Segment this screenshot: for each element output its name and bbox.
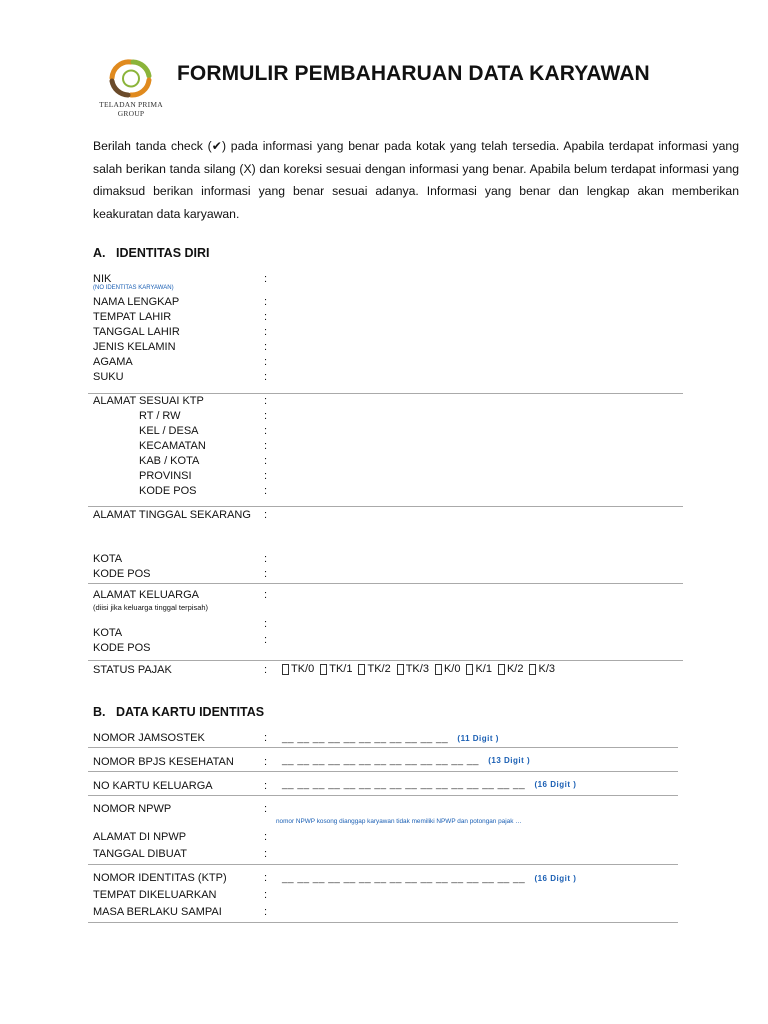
alamat-tinggal-label: ALAMAT TINGGAL SEKARANG xyxy=(93,509,251,521)
page-title: FORMULIR PEMBAHARUAN DATA KARYAWAN xyxy=(177,62,650,85)
kel-desa-label: KEL / DESA xyxy=(139,425,199,437)
kode-pos-label: KODE POS xyxy=(93,568,151,580)
kk-digits: (16 Digit ) xyxy=(534,780,577,789)
nik-field[interactable]: : xyxy=(264,273,268,285)
divider xyxy=(88,506,683,507)
bpjs-digits: (13 Digit ) xyxy=(488,756,531,765)
kk-colon: : xyxy=(264,780,268,792)
pajak-option-label: TK/3 xyxy=(405,663,429,675)
divider xyxy=(88,660,683,661)
agama-field[interactable]: : xyxy=(264,356,268,368)
tempat-lahir-label: TEMPAT LAHIR xyxy=(93,311,172,323)
section-b-title: DATA KARTU IDENTITAS xyxy=(116,705,265,719)
kode-pos-ktp-field[interactable]: : xyxy=(264,485,268,497)
checkbox-icon[interactable] xyxy=(397,664,404,675)
npwp-label: NOMOR NPWP xyxy=(93,803,172,815)
kota-label: KOTA xyxy=(93,553,123,565)
provinsi-label: PROVINSI xyxy=(139,470,192,482)
jenis-kelamin-label: JENIS KELAMIN xyxy=(93,341,176,353)
checkbox-icon[interactable] xyxy=(320,664,327,675)
kk-blanks: __ __ __ __ __ __ __ __ __ __ __ __ __ __ __ __ xyxy=(282,779,526,790)
nik-note: (NO IDENTITAS KARYAWAN) xyxy=(93,285,174,291)
kode-pos-keluarga-label: KODE POS xyxy=(93,642,151,654)
alamat-ktp-field[interactable]: : xyxy=(264,395,268,407)
ktp-digits: (16 Digit ) xyxy=(534,874,577,883)
alamat-keluarga-field-2[interactable]: : xyxy=(264,618,268,630)
alamat-tinggal-field[interactable]: : xyxy=(264,509,268,521)
alamat-ktp-label: ALAMAT SESUAI KTP xyxy=(93,395,204,407)
section-b-number: B. xyxy=(93,705,106,719)
alamat-npwp-field[interactable]: : xyxy=(264,831,268,843)
nik-label: NIK xyxy=(93,273,112,285)
jamsostek-input[interactable] xyxy=(282,733,499,744)
section-a-number: A. xyxy=(93,246,106,260)
npwp-note: nomor NPWP kosong dianggap karyawan tidak memiliki NPWP dan potongan pajak … xyxy=(276,818,522,825)
nama-lengkap-field[interactable]: : xyxy=(264,296,268,308)
checkbox-icon[interactable] xyxy=(358,664,365,675)
divider xyxy=(88,922,678,923)
company-name-line2: GROUP xyxy=(117,109,145,118)
agama-label: AGAMA xyxy=(93,356,133,368)
kode-pos-ktp-label: KODE POS xyxy=(139,485,197,497)
masa-berlaku-field[interactable]: : xyxy=(264,906,268,918)
divider xyxy=(88,747,678,748)
checkbox-icon[interactable] xyxy=(498,664,505,675)
divider xyxy=(88,771,678,772)
rt-rw-label: RT / RW xyxy=(139,410,181,422)
status-pajak-colon: : xyxy=(264,664,268,676)
checkbox-icon[interactable] xyxy=(435,664,442,675)
pajak-option-label: K/1 xyxy=(475,663,492,675)
tempat-lahir-field[interactable]: : xyxy=(264,311,268,323)
company-name-line1: TELADAN PRIMA xyxy=(99,100,163,109)
kel-desa-field[interactable]: : xyxy=(264,425,268,437)
tempat-dikeluarkan-field[interactable]: : xyxy=(264,889,268,901)
bpjs-colon: : xyxy=(264,756,268,768)
section-b-heading xyxy=(93,705,264,719)
jamsostek-colon: : xyxy=(264,732,268,744)
tempat-dikeluarkan-label: TEMPAT DIKELUARKAN xyxy=(93,889,217,901)
divider xyxy=(88,795,678,796)
pajak-option-label: TK/2 xyxy=(367,663,391,675)
ktp-input[interactable] xyxy=(282,873,576,884)
kota-keluarga-label: KOTA xyxy=(93,627,123,639)
pajak-option-label: TK/1 xyxy=(329,663,353,675)
kab-kota-label: KAB / KOTA xyxy=(139,455,200,467)
pajak-option-tk3[interactable] xyxy=(397,663,429,675)
pajak-option-tk0[interactable] xyxy=(282,663,314,675)
jamsostek-digits: (11 Digit ) xyxy=(457,734,499,743)
masa-berlaku-label: MASA BERLAKU SAMPAI xyxy=(93,906,222,918)
status-pajak-label: STATUS PAJAK xyxy=(93,664,172,676)
checkbox-icon[interactable] xyxy=(529,664,536,675)
pajak-option-k0[interactable] xyxy=(435,663,461,675)
pajak-option-label: K/3 xyxy=(538,663,555,675)
jamsostek-label: NOMOR JAMSOSTEK xyxy=(93,732,205,744)
nama-lengkap-label: NAMA LENGKAP xyxy=(93,296,180,308)
pajak-option-k2[interactable] xyxy=(498,663,524,675)
tanggal-dibuat-field[interactable]: : xyxy=(264,848,268,860)
pajak-option-k3[interactable] xyxy=(529,663,555,675)
kota-field[interactable]: : xyxy=(264,553,268,565)
pajak-option-tk2[interactable] xyxy=(358,663,390,675)
kk-input[interactable] xyxy=(282,779,576,790)
pajak-option-label: TK/0 xyxy=(291,663,315,675)
rt-rw-field[interactable]: : xyxy=(264,410,268,422)
tanggal-lahir-field[interactable]: : xyxy=(264,326,268,338)
kab-kota-field[interactable]: : xyxy=(264,455,268,467)
bpjs-blanks: __ __ __ __ __ __ __ __ __ __ __ __ __ xyxy=(282,755,479,766)
kecamatan-field[interactable]: : xyxy=(264,440,268,452)
suku-label: SUKU xyxy=(93,371,124,383)
company-name xyxy=(82,100,180,118)
alamat-keluarga-field[interactable]: : xyxy=(264,589,268,601)
pajak-option-tk1[interactable] xyxy=(320,663,352,675)
kecamatan-label: KECAMATAN xyxy=(139,440,206,452)
checkbox-icon[interactable] xyxy=(282,664,289,675)
provinsi-field[interactable]: : xyxy=(264,470,268,482)
divider xyxy=(88,583,683,584)
alamat-npwp-label: ALAMAT DI NPWP xyxy=(93,831,187,843)
pajak-option-k1[interactable] xyxy=(466,663,492,675)
ktp-label: NOMOR IDENTITAS (KTP) xyxy=(93,872,227,884)
alamat-keluarga-note: (diisi jika keluarga tinggal terpisah) xyxy=(93,603,209,612)
divider xyxy=(88,864,678,865)
suku-field[interactable]: : xyxy=(264,371,268,383)
tanggal-lahir-label: TANGGAL LAHIR xyxy=(93,326,180,338)
kota-keluarga-field[interactable]: : xyxy=(264,634,268,646)
kode-pos-field[interactable]: : xyxy=(264,568,268,580)
alamat-keluarga-label: ALAMAT KELUARGA xyxy=(93,589,199,601)
section-a-heading xyxy=(93,246,210,260)
section-a-title: IDENTITAS DIRI xyxy=(116,246,210,260)
pajak-option-label: K/0 xyxy=(443,663,461,675)
intro-paragraph: Berilah tanda check (✔) pada informasi yang benar pada kotak yang telah tersedia. Apabila terdapat informasi yang salah berikan tanda silang (X) dan koreksi sesuai dengan informasi yang benar. Apabila belum terdapat informasi yang dimaksud berikan informasi yang benar sesuai adanya. Informasi yang benar dan lengkap akan memberikan keakuratan data karyawan. xyxy=(93,139,739,221)
bpjs-label: NOMOR BPJS KESEHATAN xyxy=(93,756,234,768)
status-pajak-options xyxy=(282,663,555,675)
jenis-kelamin-field[interactable]: : xyxy=(264,341,268,353)
bpjs-input[interactable] xyxy=(282,755,530,766)
kk-label: NO KARTU KELUARGA xyxy=(93,780,213,792)
tanggal-dibuat-label: TANGGAL DIBUAT xyxy=(93,848,187,860)
jamsostek-blanks: __ __ __ __ __ __ __ __ __ __ __ xyxy=(282,733,449,744)
pajak-option-label: K/2 xyxy=(506,663,524,675)
ktp-blanks: __ __ __ __ __ __ __ __ __ __ __ __ __ __ __ __ xyxy=(282,873,526,884)
ktp-colon: : xyxy=(264,872,268,884)
checkbox-icon[interactable] xyxy=(466,664,473,675)
npwp-field[interactable]: : xyxy=(264,803,268,815)
